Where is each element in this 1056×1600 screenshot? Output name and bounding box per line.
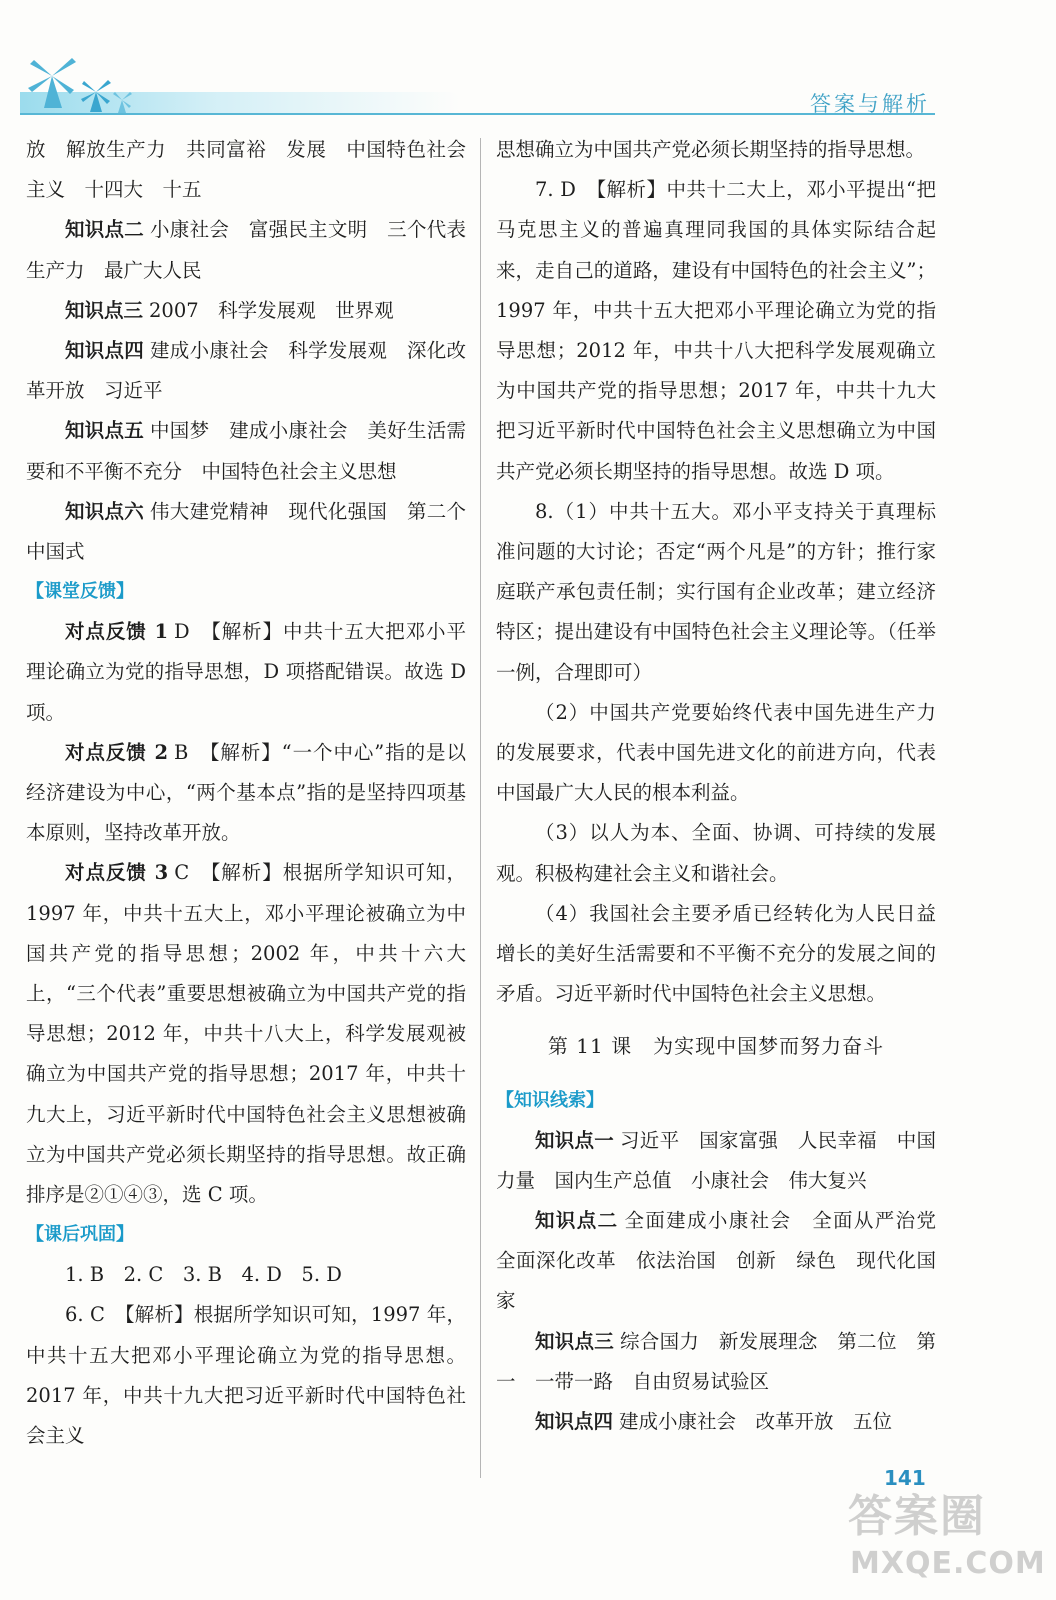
- knowledge-text: 全面建成小康社会 全面从严治党 全面深化改革 依法治国 创新 绿色 现代化国家: [496, 1209, 956, 1313]
- knowledge-label: 知识点三: [535, 1329, 615, 1353]
- knowledge-text: 2007 科学发展观 世界观: [149, 298, 394, 322]
- windmill-icon: [22, 56, 142, 116]
- paragraph: 放 解放生产力 共同富裕 发展 中国特色社会主义 十四大 十五: [26, 138, 466, 202]
- question-6-analysis: 6. C 【解析】根据所学知识可知，1997 年，中共十五大把邓小平理论确立为党的指导思想。2017 年，中共十九大把习近平新时代中国特色社会主义: [26, 1303, 466, 1448]
- section-tag-after-class: 【课后巩固】: [26, 1224, 134, 1246]
- feedback-item: [26, 853, 466, 1215]
- knowledge-label: 知识点一: [535, 1128, 615, 1152]
- knowledge-point: [26, 210, 486, 290]
- page-number: 141: [884, 1466, 926, 1490]
- lesson-title: 第 11 课 为实现中国梦而努力奋斗: [547, 1034, 885, 1059]
- knowledge-label: 知识点二: [535, 1209, 619, 1233]
- watermark-text-cn: 答案圈: [848, 1491, 986, 1542]
- question-8-part-3: （3）以人为本、全面、协调、可持续的发展观。积极构建社会主义和谐社会。: [496, 821, 936, 885]
- feedback-item: [26, 612, 466, 733]
- knowledge-label: 知识点四: [535, 1410, 614, 1434]
- right-column: [496, 130, 956, 1442]
- question-8-part-2: （2）中国共产党要始终代表中国先进生产力的发展要求，代表中国先进文化的前进方向，代表中国最广大人民的根本利益。: [496, 700, 936, 805]
- question-8-part-1: 8.（1）中共十五大。邓小平支持关于真理标准问题的大讨论；否定“两个凡是”的方针；推行家庭联产承包责任制；实行国有企业改革；建立经济特区；提出建设有中国特色社会主义理论等。（任举一例，合理即可）: [496, 499, 936, 684]
- knowledge-point: [26, 331, 466, 411]
- knowledge-label: 知识点二: [65, 218, 145, 242]
- knowledge-text: 伟大建党精神 现代化强国 第二个 中国式: [26, 499, 486, 564]
- knowledge-label: 知识点五: [65, 419, 145, 443]
- knowledge-label: 知识点六: [65, 499, 145, 523]
- knowledge-point: [496, 1201, 956, 1322]
- knowledge-label: 知识点三: [65, 298, 144, 322]
- paragraph-continued: 思想确立为中国共产党必须长期坚持的指导思想。: [496, 138, 926, 161]
- feedback-text: B 【解析】“一个中心”指的是以经济建设为中心，“两个基本点”指的是坚持四项基本原则，坚持改革开放。: [26, 740, 466, 845]
- header-title: 答案与解析: [810, 92, 930, 116]
- knowledge-text: 小康社会 富强民主文明 三个代表 生产力 最广大人民: [26, 218, 486, 282]
- knowledge-text: 建成小康社会 科学发展观 深化改革开放 习近平: [26, 339, 466, 403]
- feedback-item: [26, 733, 466, 854]
- feedback-label: 对点反馈 2: [65, 740, 169, 764]
- knowledge-label: 知识点四: [65, 339, 145, 363]
- watermark: [844, 1480, 1044, 1592]
- knowledge-point: [26, 492, 486, 572]
- knowledge-text: 建成小康社会 改革开放 五位: [619, 1410, 893, 1434]
- knowledge-point: [496, 1322, 936, 1402]
- left-column: [26, 130, 486, 1456]
- page-header: [0, 0, 1056, 125]
- knowledge-text: 综合国力 新发展理念 第二位 第一 一带一路 自由贸易试验区: [496, 1329, 936, 1393]
- knowledge-text: 中国梦 建成小康社会 美好生活需要和不平衡不充分 中国特色社会主义思想: [26, 419, 466, 483]
- header-rule: [20, 113, 935, 115]
- section-tag-knowledge-clues: 【知识线索】: [496, 1089, 604, 1111]
- feedback-label: 对点反馈 3: [65, 861, 169, 885]
- answer-list: 1. B 2. C 3. B 4. D 5. D: [65, 1263, 342, 1287]
- column-divider: [480, 138, 481, 1478]
- knowledge-point: [496, 1121, 936, 1201]
- feedback-text: C 【解析】根据所学知识可知，1997 年，中共十五大上，邓小平理论被确立为中国共产党的指导思想；2002 年，中共十六大上，“三个代表”重要思想被确立为中国共产党的指导思想；2012 年，中共十八大上，科学发展观被确立为中国共产党的指导思想；2017 年，中共十九大上，习近平新时代中国特色社会主义思想被确立为中国共产党必须长期坚持的指导思想。故正确排序是②①④③，选 C 项。: [26, 861, 466, 1207]
- knowledge-text: 习近平 国家富强 人民幸福 中国力量 国内生产总值 小康社会 伟大复兴: [496, 1128, 936, 1192]
- knowledge-point: [26, 411, 466, 491]
- knowledge-point: [496, 1402, 936, 1442]
- watermark-text-en: MXQE.COM: [850, 1546, 1046, 1581]
- feedback-label: 对点反馈 1: [65, 620, 169, 644]
- question-7-analysis: 7. D 【解析】中共十二大上，邓小平提出“把马克思主义的普遍真理同我国的具体实际结合起来，走自己的道路，建设有中国特色的社会主义”；1997 年，中共十五大把邓小平理论确立为党的指导思想；2012 年，中共十八大把科学发展观确立为中国共产党的指导思想；2017 年，中共十九大把习近平新时代中国特色社会主义思想确立为中国共产党必须长期坚持的指导思想。故选 D 项。: [496, 178, 936, 483]
- knowledge-point: [26, 291, 466, 331]
- section-tag-classroom-feedback: 【课堂反馈】: [26, 581, 134, 603]
- feedback-text: D 【解析】中共十五大把邓小平理论确立为党的指导思想，D 项搭配错误。故选 D 项。: [26, 620, 466, 724]
- question-8-part-4: （4）我国社会主要矛盾已经转化为人民日益增长的美好生活需要和不平衡不充分的发展之间的矛盾。习近平新时代中国特色社会主义思想。: [496, 901, 936, 1006]
